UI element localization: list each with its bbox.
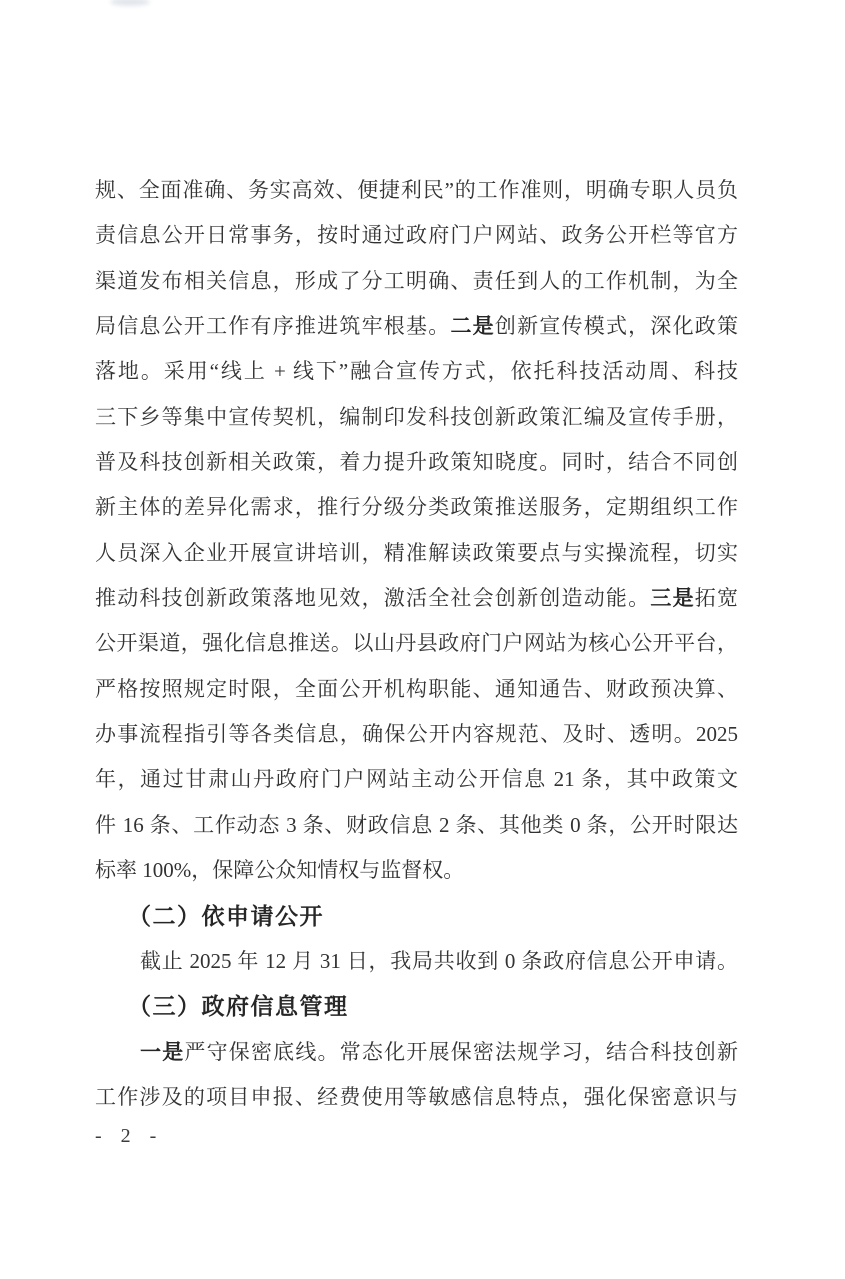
document-body [95,168,738,1120]
text-segment: 推动科技创新政策落地见效，激活全社会创新创造动能。 [95,586,651,611]
text-line [95,803,738,848]
text-line [95,757,738,802]
text-line [95,621,738,666]
section-heading [95,984,738,1029]
text-line [95,440,738,485]
text-line [95,939,738,984]
text-segment: 公开渠道，强化信息推送。以山丹县政府门户网站为核心公开平台， [95,631,738,656]
text-segment: 三下乡等集中宣传契机，编制印发科技创新政策汇编及宣传手册， [95,404,738,429]
section-heading [95,894,738,939]
text-line [95,848,738,893]
text-line [95,667,738,712]
text-line [95,712,738,757]
text-segment: 一是 [140,1039,185,1064]
text-line [95,395,738,440]
text-line [95,576,738,621]
text-segment: 人员深入企业开展宣讲培训，精准解读政策要点与实操流程，切实 [95,540,738,565]
text-segment: 规、全面准确、务实高效、便捷利民”的工作准则，明确专职人员负 [95,178,738,202]
text-segment: 拓宽 [694,586,739,611]
text-line [95,485,738,530]
text-segment: （三）政府信息管理 [128,994,349,1020]
text-segment: 渠道发布相关信息，形成了分工明确、责任到人的工作机制，为全 [95,268,738,293]
text-segment: 截止 2025 年 12 月 31 日，我局共收到 0 条政府信息公开申请。 [140,948,738,973]
text-line [95,531,738,576]
text-segment: 标率 100%，保障公众知情权与监督权。 [95,858,465,883]
text-line [95,1075,738,1120]
text-line [95,259,738,304]
text-line [95,349,738,394]
text-segment: 年，通过甘肃山丹政府门户网站主动公开信息 21 条，其中政策文 [95,767,738,792]
text-segment: 局信息公开工作有序推进筑牢根基。 [95,314,451,339]
text-segment: （二）依申请公开 [128,903,324,929]
text-line [95,1030,738,1075]
text-segment: 普及科技创新相关政策，着力提升政策知晓度。同时，结合不同创 [95,450,738,475]
text-segment: 创新宣传模式，深化政策 [494,314,739,339]
text-line [95,168,738,213]
text-segment: 责信息公开日常事务，按时通过政府门户网站、政务公开栏等官方 [95,223,738,248]
text-segment: 二是 [450,314,495,339]
text-segment: 件 16 条、工作动态 3 条、财政信息 2 条、其他类 0 条，公开时限达 [95,812,738,837]
text-segment: 三是 [650,586,695,611]
text-line [95,304,738,349]
scan-artifact-smudge [110,0,150,6]
text-segment: 新主体的差异化需求，推行分级分类政策推送服务，定期组织工作 [95,495,738,520]
text-segment: 办事流程指引等各类信息，确保公开内容规范、及时、透明。2025 [95,722,738,747]
text-line [95,213,738,258]
page-number: - 2 - [95,1125,164,1147]
text-segment: 严守保密底线。常态化开展保密法规学习，结合科技创新 [184,1039,739,1064]
text-segment: 严格按照规定时限，全面公开机构职能、通知通告、财政预决算、 [95,676,738,701]
text-segment: 工作涉及的项目申报、经费使用等敏感信息特点，强化保密意识与 [95,1084,738,1109]
text-segment: 落地。采用“线上 + 线下”融合宣传方式，依托科技活动周、科技 [95,359,738,384]
